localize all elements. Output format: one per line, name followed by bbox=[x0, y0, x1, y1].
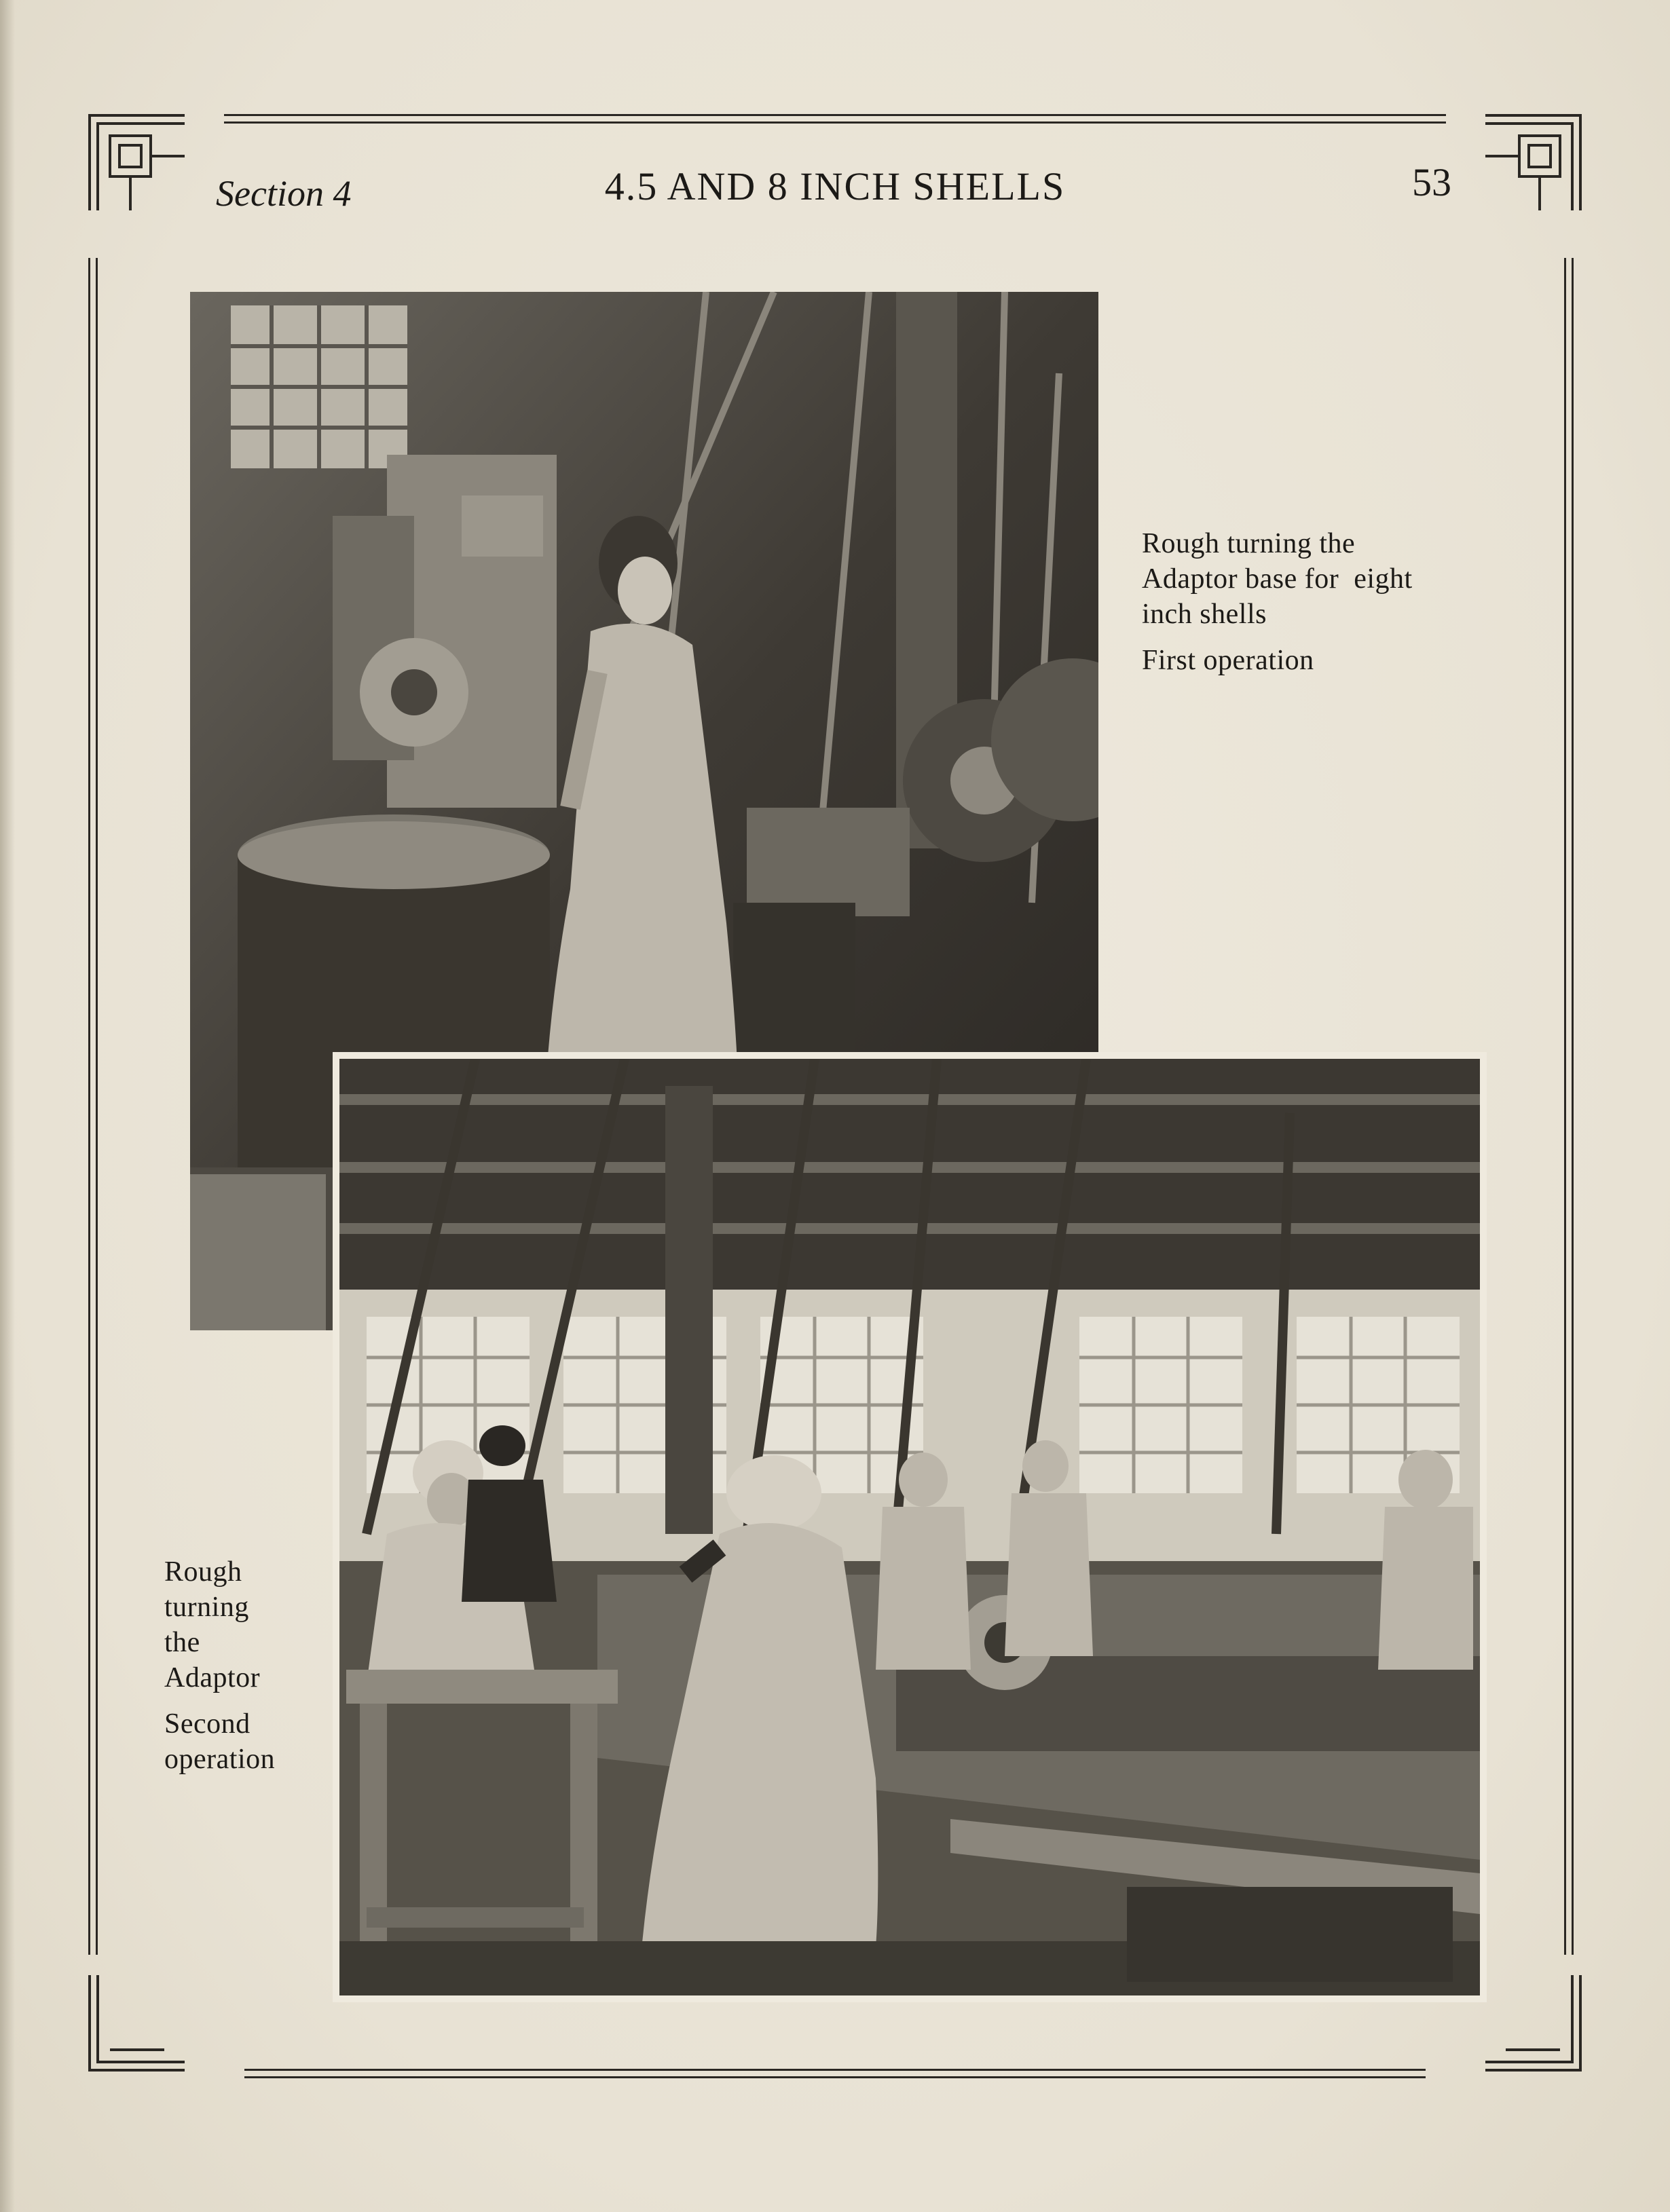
caption-line: Rough turning the bbox=[1142, 528, 1356, 559]
frame-left-rule bbox=[88, 258, 98, 1955]
frame-bottom-rule bbox=[244, 2069, 1426, 2078]
caption-line: Adaptor bbox=[164, 1662, 261, 1693]
page-title: 4.5 AND 8 INCH SHELLS bbox=[604, 164, 1066, 208]
frame-top-rule bbox=[224, 114, 1446, 124]
caption-line: turning bbox=[164, 1592, 249, 1623]
caption-operation: First operation bbox=[1142, 645, 1314, 676]
corner-ornament-bottom-right bbox=[1485, 1975, 1587, 2077]
caption-line: Rough bbox=[164, 1556, 242, 1588]
binding-gutter bbox=[0, 0, 15, 2212]
caption-operation: Second operation bbox=[164, 1708, 276, 1775]
caption-line: Adaptor base for eight bbox=[1142, 563, 1413, 595]
corner-ornament-bottom-left bbox=[83, 1975, 185, 2077]
caption-first-operation bbox=[1142, 526, 1522, 678]
caption-line: the bbox=[164, 1627, 200, 1658]
caption-second-operation bbox=[164, 1554, 320, 1777]
section-label: Section 4 bbox=[216, 173, 352, 214]
frame-right-rule bbox=[1564, 258, 1574, 1955]
photo-second-operation bbox=[339, 1059, 1480, 1995]
page-number: 53 bbox=[1412, 160, 1451, 204]
caption-line: inch shells bbox=[1142, 599, 1267, 630]
